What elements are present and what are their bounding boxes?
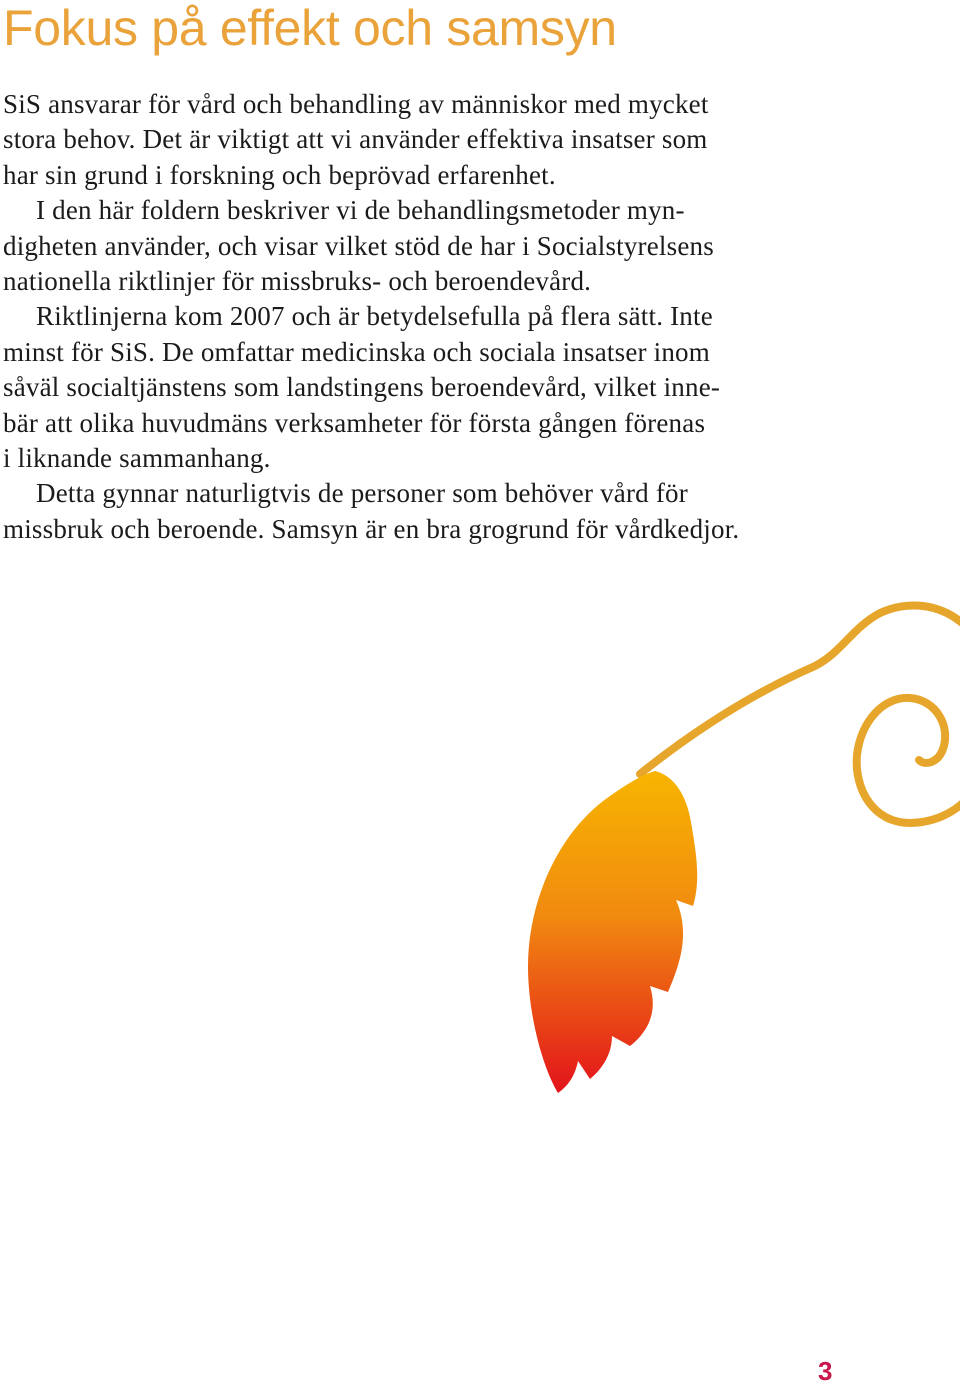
text-line: minst för SiS. De omfattar medicinska och sociala insatser inom: [3, 336, 710, 367]
text-line: digheten använder, och visar vilket stöd de har i Socialstyrelsens: [3, 230, 714, 261]
paragraph: [3, 87, 903, 193]
paragraph: [3, 299, 903, 476]
text-line: i liknande sammanhang.: [3, 443, 271, 474]
text-line: såväl socialtjänstens som landstingens beroendevård, vilket inne-: [3, 372, 721, 403]
text-line: missbruk och beroende. Samsyn är en bra grogrund för vårdkedjor.: [3, 513, 740, 544]
text-line: I den här foldern beskriver vi de behandlingsmetoder myn-: [36, 195, 685, 226]
text-line: bär att olika huvudmäns verksamheter för första gången förenas: [3, 407, 706, 438]
body-text: [3, 87, 903, 547]
text-line: nationella riktlinjer för missbruks- och beroendevård.: [3, 266, 592, 297]
paragraph: [3, 193, 903, 299]
page-number: 3: [818, 1356, 833, 1386]
text-line: Riktlinjerna kom 2007 och är betydelsefulla på flera sätt. Inte: [36, 301, 713, 332]
stem-spiral: [640, 605, 960, 823]
paragraph: [3, 476, 903, 547]
text-line: Detta gynnar naturligtvis de personer som behöver vård för: [36, 478, 688, 509]
text-line: har sin grund i forskning och beprövad erfarenhet.: [3, 159, 556, 190]
text-line: stora behov. Det är viktigt att vi använder effektiva insatser som: [3, 124, 708, 155]
leaf: [528, 771, 697, 1093]
page-title: Fokus på effekt och samsyn: [3, 0, 617, 56]
text-line: SiS ansvarar för vård och behandling av människor med mycket: [3, 89, 709, 119]
